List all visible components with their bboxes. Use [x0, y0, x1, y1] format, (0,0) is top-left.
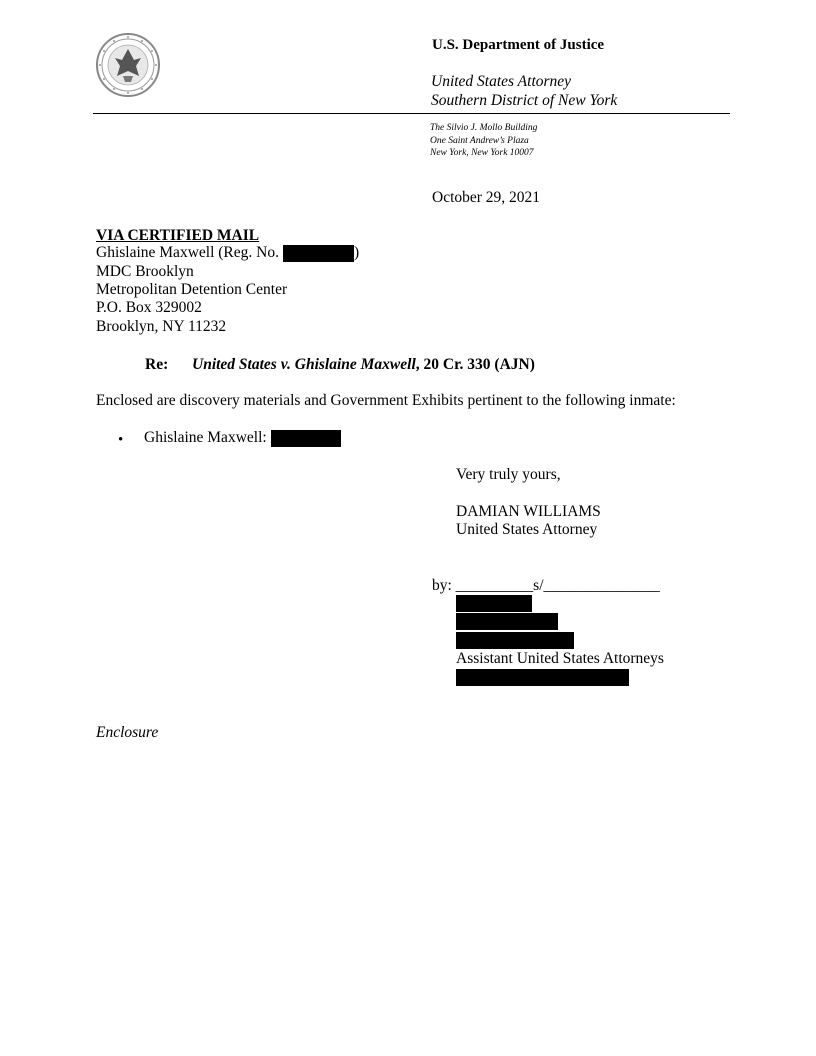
recipient-line-3: Metropolitan Detention Center [96, 281, 288, 298]
signer-title: United States Attorney [456, 521, 598, 538]
redaction-box [456, 632, 574, 649]
closing-salutation: Very truly yours, [456, 466, 561, 483]
office-line-2: Southern District of New York [431, 92, 618, 109]
recipient-line-4: P.O. Box 329002 [96, 299, 202, 316]
redaction-box [456, 613, 558, 630]
re-label: Re: [145, 356, 169, 373]
letter-date: October 29, 2021 [432, 189, 541, 206]
redaction-box [456, 595, 532, 612]
signer-name: DAMIAN WILLIAMS [456, 503, 601, 520]
letterhead-divider [93, 113, 730, 114]
redaction-box [271, 430, 341, 447]
recipient-line-5: Brooklyn, NY 11232 [96, 318, 227, 335]
redaction-box [283, 245, 354, 262]
address-line-2: One Saint Andrew’s Plaza [430, 136, 529, 146]
delivery-method: VIA CERTIFIED MAIL [96, 227, 260, 244]
enclosure-note: Enclosure [96, 724, 159, 741]
case-title: United States v. Ghislaine Maxwell [192, 356, 416, 373]
doj-seal-logo [95, 32, 161, 98]
bullet-item [144, 430, 341, 447]
signature-line: by: __________s/_______________ [432, 577, 660, 594]
office-line-1: United States Attorney [431, 73, 572, 90]
re-subject [192, 357, 535, 373]
department-heading: U.S. Department of Justice [432, 37, 605, 53]
recipient-name-suffix: ) [353, 244, 360, 262]
body-paragraph: Enclosed are discovery materials and Government Exhibits pertinent to the following inmate: [96, 392, 676, 409]
bullet-dot: • [118, 432, 124, 448]
assistants-title: Assistant United States Attorneys [456, 650, 664, 667]
recipient-name: Ghislaine Maxwell (Reg. No. [96, 244, 279, 262]
address-line-1: The Silvio J. Mollo Building [430, 123, 538, 133]
recipient-line-2: MDC Brooklyn [96, 263, 194, 280]
redaction-box [456, 669, 629, 686]
address-line-3: New York, New York 10007 [430, 148, 534, 158]
case-number: , 20 Cr. 330 (AJN) [415, 356, 535, 373]
bullet-label: Ghislaine Maxwell: [144, 429, 267, 447]
recipient-name-line [96, 245, 359, 262]
